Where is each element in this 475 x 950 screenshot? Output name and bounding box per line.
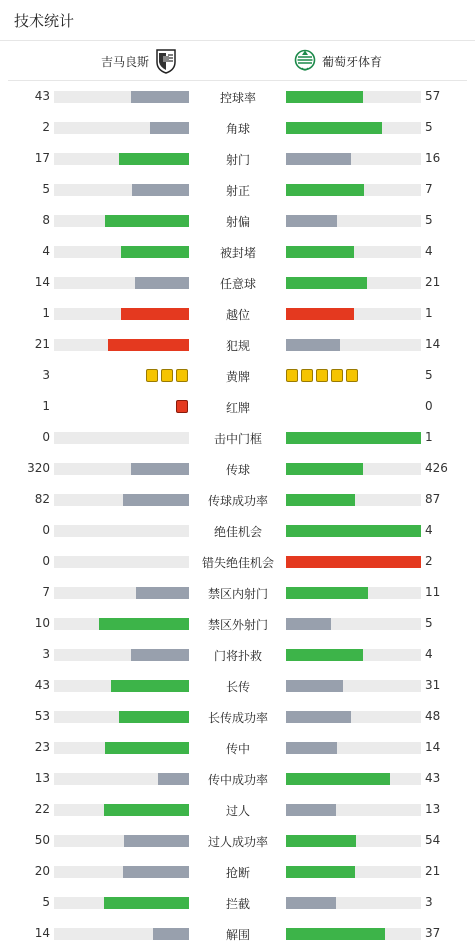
stat-row (0, 391, 475, 422)
away-stat-bar-fill (286, 122, 382, 134)
yellow-card-icon (301, 369, 313, 382)
away-stat-bar-fill (286, 339, 340, 351)
home-stat-bar-fill (132, 184, 189, 196)
stat-label: 传中成功率 (207, 773, 268, 787)
home-stat-bar-fill (99, 618, 189, 630)
stat-label: 过人成功率 (207, 835, 268, 849)
stat-label: 长传 (225, 680, 250, 694)
away-stat-bar (286, 556, 421, 568)
stat-label: 过人 (225, 804, 250, 818)
away-stat-value: 0 (425, 399, 433, 413)
home-stat-value: 2 (42, 120, 50, 134)
away-stat-bar-fill (286, 556, 421, 568)
away-stat-bar-fill (286, 928, 385, 940)
away-stat-bar (286, 804, 421, 816)
home-stat-bar-fill (124, 835, 189, 847)
stat-label: 长传成功率 (207, 711, 268, 725)
stat-label: 任意球 (219, 277, 256, 291)
away-stat-value: 16 (425, 151, 441, 165)
away-stat-bar-fill (286, 742, 337, 754)
away-stat-bar-fill (286, 680, 343, 692)
away-stat-bar (286, 928, 421, 940)
home-yellow-cards (146, 369, 188, 383)
stat-row (0, 81, 475, 112)
away-stat-value: 5 (425, 213, 433, 227)
away-stat-bar-fill (286, 246, 354, 258)
away-stat-bar-fill (286, 866, 355, 878)
away-stat-value: 48 (425, 709, 441, 723)
home-stat-value: 0 (42, 554, 50, 568)
home-stat-bar-fill (105, 742, 189, 754)
stat-row (0, 205, 475, 236)
yellow-card-icon (176, 369, 188, 382)
yellow-card-icon (146, 369, 158, 382)
home-team[interactable] (101, 48, 177, 74)
home-stat-bar (54, 742, 189, 754)
stats-list (0, 81, 475, 949)
away-stat-value: 4 (425, 523, 433, 537)
away-stat-bar (286, 773, 421, 785)
home-stat-bar-fill (131, 649, 189, 661)
home-stat-bar-fill (150, 122, 189, 134)
home-stat-bar (54, 835, 189, 847)
away-stat-value: 1 (425, 306, 433, 320)
away-stat-value: 43 (425, 771, 441, 785)
away-stat-bar-fill (286, 711, 351, 723)
away-stat-value: 2 (425, 554, 433, 568)
stat-label: 红牌 (225, 401, 250, 415)
stat-row (0, 577, 475, 608)
stat-label: 越位 (225, 308, 250, 322)
home-stat-bar-fill (131, 463, 189, 475)
home-stat-bar (54, 153, 189, 165)
stat-label: 禁区外射门 (207, 618, 268, 632)
away-stat-bar-fill (286, 525, 421, 537)
away-stat-bar-fill (286, 153, 351, 165)
home-stat-value: 82 (34, 492, 50, 506)
home-stat-bar (54, 556, 189, 568)
home-stat-bar (54, 587, 189, 599)
home-stat-value: 3 (42, 647, 50, 661)
stat-label: 控球率 (219, 91, 256, 105)
home-stat-bar-fill (135, 277, 189, 289)
away-stat-bar (286, 711, 421, 723)
home-stat-bar (54, 525, 189, 537)
stat-row (0, 794, 475, 825)
away-stat-value: 1 (425, 430, 433, 444)
away-stat-bar (286, 122, 421, 134)
away-stat-bar (286, 277, 421, 289)
away-stat-bar-fill (286, 494, 355, 506)
home-stat-bar (54, 680, 189, 692)
stat-row (0, 515, 475, 546)
stat-row (0, 329, 475, 360)
stat-row (0, 763, 475, 794)
home-stat-value: 21 (34, 337, 50, 351)
home-stat-bar-fill (105, 215, 189, 227)
home-stat-bar (54, 463, 189, 475)
away-stat-bar-fill (286, 835, 356, 847)
away-stat-bar (286, 587, 421, 599)
home-stat-bar-fill (108, 339, 189, 351)
stat-row (0, 856, 475, 887)
home-stat-value: 17 (34, 151, 50, 165)
stat-label: 门将扑救 (213, 649, 262, 663)
away-stat-value: 31 (425, 678, 441, 692)
home-stat-bar (54, 308, 189, 320)
stat-row (0, 236, 475, 267)
stat-label: 黄牌 (225, 370, 250, 384)
away-stat-bar (286, 649, 421, 661)
away-stat-bar (286, 525, 421, 537)
yellow-card-icon (331, 369, 343, 382)
home-stat-bar (54, 91, 189, 103)
stat-row (0, 608, 475, 639)
yellow-card-icon (161, 369, 173, 382)
home-stat-bar (54, 122, 189, 134)
stat-label: 传中 (225, 742, 250, 756)
away-stat-bar-fill (286, 184, 364, 196)
stat-label: 拦截 (225, 897, 250, 911)
away-stat-value: 11 (425, 585, 441, 599)
team-header (8, 41, 467, 81)
away-stat-bar (286, 897, 421, 909)
stat-row (0, 143, 475, 174)
stat-row (0, 484, 475, 515)
home-stat-value: 43 (34, 89, 50, 103)
page-title: 技术统计 (14, 11, 75, 30)
home-stat-bar-fill (104, 897, 189, 909)
stat-label: 射门 (225, 153, 250, 167)
home-stat-bar-fill (123, 866, 189, 878)
stat-label: 传球 (225, 463, 250, 477)
away-team-name: 葡萄牙体育 (322, 54, 383, 69)
home-stat-bar-fill (104, 804, 189, 816)
stat-label: 射正 (225, 184, 250, 198)
home-stat-value: 23 (34, 740, 50, 754)
stat-row (0, 267, 475, 298)
home-stat-value: 0 (42, 430, 50, 444)
stat-label: 射偏 (225, 215, 250, 229)
stat-row (0, 670, 475, 701)
home-stat-value: 3 (42, 368, 50, 382)
home-stat-bar (54, 494, 189, 506)
stat-row (0, 732, 475, 763)
away-stat-bar (286, 153, 421, 165)
away-stat-bar (286, 463, 421, 475)
stat-label: 传球成功率 (207, 494, 268, 508)
home-stat-value: 320 (27, 461, 50, 475)
header (0, 0, 475, 41)
home-stat-value: 0 (42, 523, 50, 537)
stat-row (0, 453, 475, 484)
away-stat-value: 54 (425, 833, 441, 847)
stat-row (0, 546, 475, 577)
away-stat-bar-fill (286, 463, 363, 475)
away-stat-bar-fill (286, 897, 336, 909)
home-team-name: 吉马良斯 (100, 54, 149, 69)
away-stat-bar-fill (286, 618, 331, 630)
away-stat-bar (286, 432, 421, 444)
home-stat-bar-fill (119, 153, 189, 165)
away-stat-value: 426 (425, 461, 448, 475)
yellow-card-icon (346, 369, 358, 382)
home-stat-value: 43 (34, 678, 50, 692)
away-stat-bar-fill (286, 587, 368, 599)
away-stat-bar (286, 246, 421, 258)
home-stat-bar-fill (158, 773, 189, 785)
away-stat-value: 5 (425, 616, 433, 630)
away-stat-bar (286, 835, 421, 847)
home-stat-bar (54, 649, 189, 661)
home-stat-bar (54, 246, 189, 258)
home-stat-value: 20 (34, 864, 50, 878)
home-stat-bar (54, 773, 189, 785)
away-stat-bar (286, 339, 421, 351)
home-stat-bar-fill (123, 494, 189, 506)
home-stat-value: 13 (34, 771, 50, 785)
home-stat-value: 8 (42, 213, 50, 227)
away-stat-value: 5 (425, 120, 433, 134)
home-stat-value: 1 (42, 306, 50, 320)
away-stat-bar-fill (286, 432, 421, 444)
home-stat-value: 10 (34, 616, 50, 630)
away-stat-bar (286, 308, 421, 320)
sporting-crest-icon (294, 48, 316, 74)
away-stat-bar (286, 618, 421, 630)
home-stat-bar (54, 432, 189, 444)
home-stat-bar (54, 184, 189, 196)
away-stat-value: 4 (425, 244, 433, 258)
away-stat-bar-fill (286, 277, 367, 289)
home-stat-bar (54, 618, 189, 630)
home-stat-value: 7 (42, 585, 50, 599)
guimaraes-crest-icon (155, 48, 177, 74)
away-stat-bar-fill (286, 773, 390, 785)
away-stat-value: 13 (425, 802, 441, 816)
home-stat-value: 14 (34, 926, 50, 940)
home-stat-bar-fill (153, 928, 189, 940)
stat-label: 角球 (225, 122, 250, 136)
stat-row (0, 112, 475, 143)
away-stat-value: 87 (425, 492, 441, 506)
home-stat-value: 53 (34, 709, 50, 723)
away-stat-value: 21 (425, 864, 441, 878)
away-stat-bar-fill (286, 649, 363, 661)
stat-row (0, 887, 475, 918)
home-red-cards (176, 400, 188, 414)
stat-row (0, 918, 475, 949)
stat-label: 被封堵 (219, 246, 256, 260)
away-stat-bar-fill (286, 215, 337, 227)
away-stat-bar-fill (286, 91, 363, 103)
home-stat-bar-fill (121, 308, 189, 320)
stat-row (0, 422, 475, 453)
home-stat-value: 50 (34, 833, 50, 847)
stat-label: 击中门框 (213, 432, 262, 446)
away-stat-bar (286, 866, 421, 878)
stat-label: 禁区内射门 (207, 587, 268, 601)
stat-row (0, 298, 475, 329)
stat-row (0, 360, 475, 391)
yellow-card-icon (286, 369, 298, 382)
stat-label: 错失绝佳机会 (201, 556, 274, 570)
home-stat-bar (54, 277, 189, 289)
away-stat-bar (286, 91, 421, 103)
stat-row (0, 174, 475, 205)
home-stat-bar-fill (121, 246, 189, 258)
stat-row (0, 701, 475, 732)
red-card-icon (176, 400, 188, 413)
home-stat-value: 22 (34, 802, 50, 816)
away-stat-value: 21 (425, 275, 441, 289)
stat-row (0, 825, 475, 856)
home-stat-bar-fill (119, 711, 189, 723)
stat-label: 抢断 (225, 866, 250, 880)
home-stat-bar-fill (131, 91, 189, 103)
stat-label: 绝佳机会 (213, 525, 262, 539)
home-stat-value: 4 (42, 244, 50, 258)
away-stat-value: 3 (425, 895, 433, 909)
home-stat-bar (54, 215, 189, 227)
home-stat-bar (54, 897, 189, 909)
away-team[interactable] (294, 48, 382, 74)
away-stat-value: 5 (425, 368, 433, 382)
away-yellow-cards (286, 369, 358, 383)
home-stat-bar-fill (136, 587, 189, 599)
home-stat-bar-fill (111, 680, 189, 692)
away-stat-bar-fill (286, 804, 336, 816)
away-stat-value: 37 (425, 926, 441, 940)
home-stat-bar (54, 804, 189, 816)
home-stat-bar (54, 711, 189, 723)
home-stat-bar (54, 866, 189, 878)
home-stat-bar (54, 928, 189, 940)
away-stat-value: 14 (425, 740, 441, 754)
away-stat-bar (286, 742, 421, 754)
stat-label: 解围 (225, 928, 250, 942)
away-stat-value: 7 (425, 182, 433, 196)
away-stat-bar (286, 680, 421, 692)
away-stat-bar (286, 215, 421, 227)
away-stat-value: 57 (425, 89, 441, 103)
away-stat-value: 14 (425, 337, 441, 351)
home-stat-value: 5 (42, 895, 50, 909)
home-stat-value: 1 (42, 399, 50, 413)
away-stat-bar (286, 494, 421, 506)
stat-label: 犯规 (225, 339, 250, 353)
away-stat-value: 4 (425, 647, 433, 661)
away-stat-bar (286, 184, 421, 196)
stat-row (0, 639, 475, 670)
home-stat-bar (54, 339, 189, 351)
home-stat-value: 5 (42, 182, 50, 196)
yellow-card-icon (316, 369, 328, 382)
away-stat-bar-fill (286, 308, 354, 320)
home-stat-value: 14 (34, 275, 50, 289)
